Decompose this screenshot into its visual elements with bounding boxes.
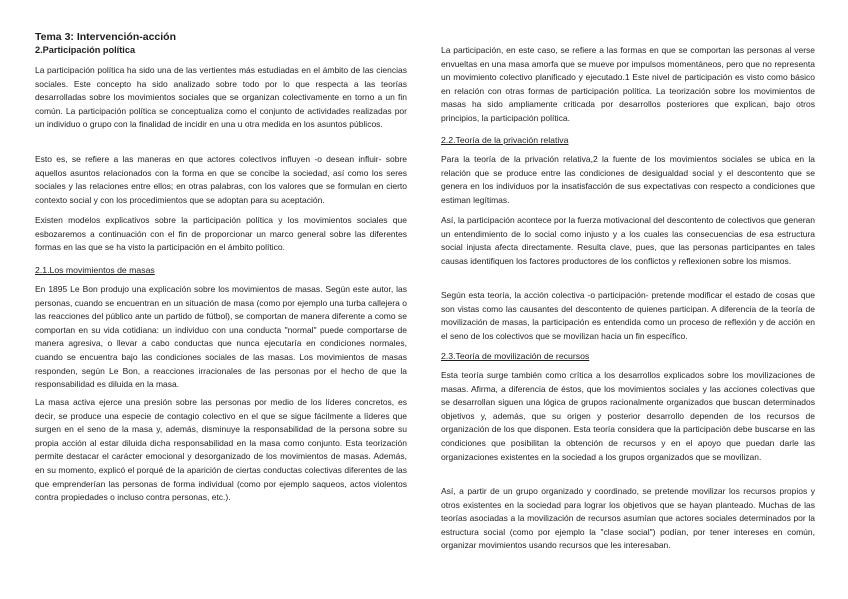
- heading-movilizacion-recursos: 2.3.Teoría de movilización de recursos: [441, 351, 590, 361]
- document-title: Tema 3: Intervención-acción: [35, 31, 177, 43]
- right-paragraph-6: Así, a partir de un grupo organizado y coordinado, se pretende movilizar los recursos propios y otros existentes en la sociedad para lograr los objetivos que se hayan planteado. Muchas de las teorías asociadas a la movilización de recursos asumían que actores sociales determinados por la estructura social (como por ejemplo la "clase social") podían, por tener intereses en común, organizar movimientos usando recursos que les interesaban.: [441, 486, 815, 551]
- heading-privacion-relativa: 2.2.Teoría de la privación relativa: [441, 135, 569, 145]
- right-paragraph-1: La participación, en este caso, se refiere a las formas en que se comportan las personas al verse envueltas en una masa amorfa que se mueve por impulsos momentáneos, pero que no representa un movimiento colectivo planificado y ejecutado.1 Este nivel de participación es visto como básico en relación con otras formas de participación política. La teorización sobre los movimientos de masas ha sido ampliamente criticada por desarrollos posteriores que explican, bajo otros principios, la participación política.: [441, 45, 815, 123]
- section-subtitle: 2.Participación política: [35, 45, 136, 55]
- right-paragraph-3: Así, la participación acontece por la fuerza motivacional del descontento de colectivos que generan un entendimiento de lo social como injusto y a los cuales las consecuencias de esa estructura social injusta afecta directamente. Resulta clave, pues, que las personas participantes en tales causas identifiquen los factores productores de los conflictos y reflexionen sobre los mismos.: [441, 215, 815, 266]
- heading-movimientos-masas: 2.1.Los movimientos de masas: [35, 265, 155, 275]
- right-paragraph-4: Según esta teoría, la acción colectiva -o participación- pretende modificar el estado de cosas que son vistas como las causantes del descontento de quienes participan. A diferencia de la teoría de movilización de masas, la participación es entendida como un proceso de reflexión y de acción en el seno de los colectivos que se movilizan hacia un fin específico.: [441, 290, 815, 341]
- right-paragraph-5: Esta teoría surge también como crítica a los desarrollos explicados sobre los movilizaciones de masas. Afirma, a diferencia de éstos, que los movimientos sociales y las acciones colectivas que se desarrollan siguen una lógica de grupos racionalmente organizados que buscan determinados objetivos y, además, que su origen y posterior desarrollo dependen de los recursos de organización de los que disponen. Esta teoría considera que la participación debe buscarse en las condiciones que posibilitan la obtención de recursos y en el apoyo que puedan darle las organizaciones existentes en la sociedad a los grupos organizados que se movilizan.: [441, 370, 815, 462]
- left-paragraph-1: La participación política ha sido una de las vertientes más estudiadas en el ámbito de las ciencias sociales. Este concepto ha sido analizado sobre todo por lo que respecta a las teorías desarrolladas sobre los movimientos sociales que se organizan colectivamente en torno a un fin común. La participación política se conceptualiza como el conjunto de actividades realizadas por un individuo o grupo con la finalidad de incidir en una u otra medida en los asuntos públicos.: [35, 65, 407, 130]
- left-paragraph-4: En 1895 Le Bon produjo una explicación sobre los movimientos de masas. Según este autor, las personas, cuando se encuentran en un situación de masa (como por ejemplo una turba callejera o las reacciones del público ante un partido de fútbol), se comportan de manera diferente a como se comportan en su vida cotidiana: un individuo con una conducta "normal" puede comportarse de manera agresiva, o llevar a cabo conductas que nunca ejecutaría en condiciones normales, cuando se encuentra bajo las condiciones sociales de las masas. Los movimientos de masas responden, según Le Bon, a reacciones irracionales de las personas por el hecho de que la responsabilidad es diluida en la masa.: [35, 284, 407, 390]
- left-paragraph-5: La masa activa ejerce una presión sobre las personas por medio de los líderes concretos, es decir, se produce una especie de contagio colectivo en el que se sigue fácilmente a líderes que surgen en el seno de la masa y, además, disminuye la responsabilidad de la persona sobre su propia acción al estar diluida dicha responsabilidad en la masa como conjunto. Esta teorización permite destacar el carácter emocional y desorganizado de los movimientos de masas. Además, en su momento, explicó el porqué de la aparición de ciertas conductas colectivas diferentes de las que emprenderían las personas de forma individual (como por ejemplo saqueos, actos violentos contra propiedades o incluso contra personas, etc.).: [35, 397, 407, 503]
- left-paragraph-3: Existen modelos explicativos sobre la participación política y los movimientos sociales que esbozaremos a continuación con el fin de proporcionar un marco general sobre las diferentes formas en las que se ha visto la participación en el ámbito político.: [35, 215, 407, 253]
- right-paragraph-2: Para la teoría de la privación relativa,2 la fuente de los movimientos sociales se ubica en la relación que se produce entre las condiciones de desigualdad social y el descontento que se genera en los individuos por la insatisfacción de sus expectativas con respecto a condiciones que estiman legítimas.: [441, 154, 815, 205]
- left-paragraph-2: Esto es, se refiere a las maneras en que actores colectivos influyen -o desean influir- sobre aquellos asuntos relacionados con la forma en que se concibe la sociedad, así como los seres sociales y las relaciones entre ellos; en otras palabras, con los valores que se formulan en cierto contexto social y con los procedimientos que se adoptan para su aceptación.: [35, 154, 407, 205]
